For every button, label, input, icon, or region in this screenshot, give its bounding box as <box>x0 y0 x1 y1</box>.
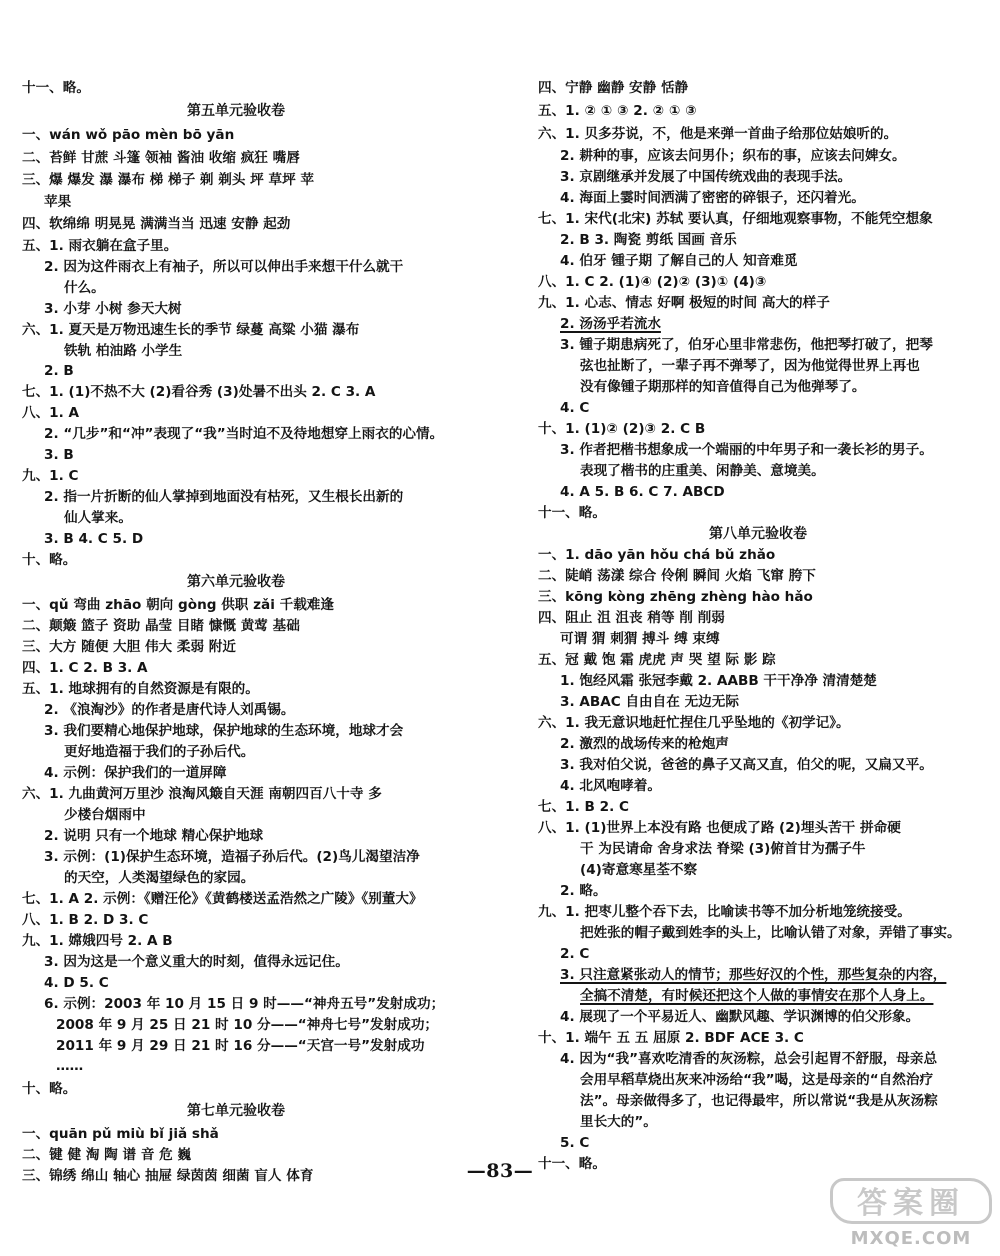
answer-line: 3. B 4. C 5. D <box>44 531 144 547</box>
answer-line: 十、略。 <box>22 1081 77 1097</box>
section-heading-unit-7: 第七单元验收卷 <box>187 1103 285 1119</box>
answer-line: 没有像锺子期那样的知音值得自己为他弹琴了。 <box>580 379 866 395</box>
answer-line: 把姓张的帽子戴到姓李的头上，比喻认错了对象，弄错了事实。 <box>580 925 961 941</box>
answer-line: 2. 激烈的战场传来的枪炮声 <box>560 736 729 752</box>
answer-line-underlined: 全搞不清楚，有时候还把这个人做的事情安在那个人身上。 <box>580 988 934 1004</box>
answer-line: 3. 京剧继承并发展了中国传统戏曲的表现手法。 <box>560 169 852 185</box>
answer-line: 六、1. 夏天是万物迅速生长的季节 绿蔓 高粱 小猫 瀑布 <box>22 322 360 338</box>
answer-line: 五、1. ② ① ③ 2. ② ① ③ <box>538 103 697 119</box>
answer-line: (4)寄意寒星荃不察 <box>580 862 698 878</box>
watermark <box>826 1178 996 1250</box>
answer-line: 2008 年 9 月 25 日 21 时 10 分——“神舟七号”发射成功； <box>56 1017 439 1033</box>
answer-line: 一、1. dāo yān hǒu chá bǔ zhǎo <box>538 547 776 563</box>
answer-line: 3. 锺子期患病死了，伯牙心里非常悲伤，他把琴打破了，把琴 <box>560 337 933 353</box>
answer-line: 十一、略。 <box>22 80 90 96</box>
answer-line: 3. 我们要精心地保护地球，保护地球的生态环境，地球才会 <box>44 723 404 739</box>
answer-line: 2. B <box>44 363 74 379</box>
answer-line: 5. C <box>560 1135 590 1151</box>
answer-line: 3. 示例：(1)保护生态环境，造福子孙后代。(2)鸟儿渴望洁净 <box>44 849 420 865</box>
answer-line: 八、1. (1)世界上本没有路 也便成了路 (2)埋头苦干 拼命硬 <box>538 820 901 836</box>
answer-line: 3. 因为这是一个意义重大的时刻，值得永远记住。 <box>44 954 349 970</box>
answer-line: 3. ABAC 自由自在 无边无际 <box>560 694 739 710</box>
answer-line: 二、键 健 淘 陶 谱 音 危 巍 <box>22 1147 192 1163</box>
page-number: —83— <box>466 1160 534 1182</box>
answer-line: 四、软绵绵 明晃晃 满满当当 迅速 安静 起劲 <box>22 216 291 232</box>
answer-line: 4. 海面上霎时间洒满了密密的碎银子，还闪着光。 <box>560 190 865 206</box>
answer-line: 2. 说明 只有一个地球 精心保护地球 <box>44 828 264 844</box>
answer-line: 七、1. (1)不热不大 (2)看谷秀 (3)处暑不出头 2. C 3. A <box>22 384 376 400</box>
answer-line: 四、阻止 沮 沮丧 稍等 削 削弱 <box>538 610 725 626</box>
answer-line: 二、颠簸 篮子 资助 晶莹 目睹 慷慨 黄莺 基础 <box>22 618 300 634</box>
answer-line: 4. 示例：保护我们的一道屏障 <box>44 765 227 781</box>
answer-line: 3. 作者把楷书想象成一个端丽的中年男子和一袭长衫的男子。 <box>560 442 933 458</box>
answer-line: 2. 指一片折断的仙人掌掉到地面没有枯死，又生根长出新的 <box>44 489 404 505</box>
answer-line: 四、宁静 幽静 安静 恬静 <box>538 80 689 96</box>
answer-line: 三、爆 爆发 瀑 瀑布 梯 梯子 剃 剃头 坪 草坪 苹 <box>22 172 315 188</box>
answer-line: 二、苔鲜 甘蔗 斗篷 领袖 酱油 收缩 疯狂 嘴唇 <box>22 150 300 166</box>
answer-line: 四、1. C 2. B 3. A <box>22 660 148 676</box>
answer-line: 2. C <box>560 946 590 962</box>
answer-line: 六、1. 贝多芬说，不，他是来弹一首曲子给那位姑娘听的。 <box>538 126 898 142</box>
answer-line: 2. B 3. 陶瓷 剪纸 国画 音乐 <box>560 232 737 248</box>
answer-line: 里长大的”。 <box>580 1114 657 1130</box>
answer-line: 五、1. 地球拥有的自然资源是有限的。 <box>22 681 259 697</box>
answer-line: 干 为民请命 舍身求法 脊梁 (3)俯首甘为孺子牛 <box>580 841 866 857</box>
answer-line: 九、1. C <box>22 468 79 484</box>
answer-line: 三、大方 随便 大胆 伟大 柔弱 附近 <box>22 639 236 655</box>
answer-line: 六、1. 九曲黄河万里沙 浪淘风簸自天涯 南朝四百八十寺 多 <box>22 786 382 802</box>
answer-line: 4. 北风咆哮着。 <box>560 778 661 794</box>
answer-line: 少楼台烟雨中 <box>64 807 146 823</box>
answer-line: 七、1. B 2. C <box>538 799 629 815</box>
answer-line: …… <box>56 1058 84 1074</box>
answer-line: 九、1. 心志、情志 好啊 极短的时间 高大的样子 <box>538 295 830 311</box>
answer-line: 4. 因为“我”喜欢吃清香的灰汤粽，总会引起胃不舒服，母亲总 <box>560 1051 938 1067</box>
answer-line: 七、1. A 2. 示例：《赠汪伦》《黄鹤楼送孟浩然之广陵》《别董大》 <box>22 891 423 907</box>
answer-line: 4. D 5. C <box>44 975 109 991</box>
answer-line: 1. 饱经风霜 张冠李戴 2. AABB 干干净净 清清楚楚 <box>560 673 877 689</box>
answer-line-underlined: 3. 只注意紧张动人的情节；那些好汉的个性，那些复杂的内容， <box>560 967 947 983</box>
answer-line: 2. 《浪淘沙》的作者是唐代诗人刘禹锡。 <box>44 702 295 718</box>
answer-line: 的天空，人类渴望绿色的家园。 <box>64 870 255 886</box>
answer-line: 法”。母亲做得多了，也记得最牢，所以常说“我是从灰汤粽 <box>580 1093 938 1109</box>
answer-line: 八、1. B 2. D 3. C <box>22 912 149 928</box>
answer-line: 七、1. 宋代(北宋) 苏轼 要认真，仔细地观察事物，不能凭空想象 <box>538 211 933 227</box>
section-heading-unit-8: 第八单元验收卷 <box>709 526 807 542</box>
answer-line: 九、1. 把枣儿整个吞下去，比喻读书等不加分析地笼统接受。 <box>538 904 911 920</box>
answer-line: 4. 伯牙 锺子期 了解自己的人 知音难觅 <box>560 253 798 269</box>
answer-line: 铁轨 柏油路 小学生 <box>64 343 183 359</box>
answer-line: 表现了楷书的庄重美、闲静美、意境美。 <box>580 463 825 479</box>
answer-line: 2. 略。 <box>560 883 607 899</box>
answer-line: 三、kōng kòng zhēng zhèng hào hǎo <box>538 589 813 605</box>
answer-line: 十、略。 <box>22 552 77 568</box>
answer-line: 4. A 5. B 6. C 7. ABCD <box>560 484 725 500</box>
watermark-url: MXQE.COM <box>850 1228 972 1249</box>
answer-line: 六、1. 我无意识地赶忙捏住几乎坠地的《初学记》。 <box>538 715 850 731</box>
answer-line: 苹果 <box>44 194 72 210</box>
answer-line: 4. 展现了一个平易近人、幽默风趣、学识渊博的伯父形象。 <box>560 1009 920 1025</box>
answer-line: 一、wán wǒ pāo mèn bō yān <box>22 127 235 143</box>
answer-line: 仙人掌来。 <box>64 510 132 526</box>
section-heading-unit-6: 第六单元验收卷 <box>187 574 285 590</box>
answer-line: 三、锦绣 绵山 轴心 抽屉 绿茵茵 细菌 盲人 体育 <box>22 1168 314 1184</box>
answer-line: 3. 小芽 小树 参天大树 <box>44 301 182 317</box>
watermark-logo: 答案圈 <box>830 1178 992 1224</box>
answer-line: 弦也扯断了，一辈子再不弹琴了，因为他觉得世界上再也 <box>580 358 920 374</box>
answer-line: 2. “几步”和“冲”表现了“我”当时迫不及待地想穿上雨衣的心情。 <box>44 426 444 442</box>
answer-line-underlined: 2. 汤汤乎若流水 <box>560 316 661 332</box>
answer-line: 二、陡峭 荡漾 综合 伶俐 瞬间 火焰 飞窜 胯下 <box>538 568 816 584</box>
answer-line: 可谓 猬 刺猬 搏斗 缚 束缚 <box>560 631 720 647</box>
answer-line: 十、1. 端午 五 五 屈原 2. BDF ACE 3. C <box>538 1030 804 1046</box>
answer-line: 八、1. A <box>22 405 80 421</box>
answer-line: 4. C <box>560 400 590 416</box>
answer-line: 3. B <box>44 447 74 463</box>
answer-line: 九、1. 嫦娥四号 2. A B <box>22 933 173 949</box>
answer-line: 十一、略。 <box>538 505 606 521</box>
answer-line: 一、quān pǔ miù bǐ jiǎ shǎ <box>22 1126 219 1142</box>
answer-line: 更好地造福于我们的子孙后代。 <box>64 744 255 760</box>
answer-line: 3. 我对伯父说，爸爸的鼻子又高又直，伯父的呢，又扁又平。 <box>560 757 933 773</box>
answer-line: 2. 耕种的事，应该去问男仆；织布的事，应该去问婢女。 <box>560 148 906 164</box>
answer-line: 五、冠 戴 饱 霜 虎虎 声 哭 望 际 影 踪 <box>538 652 776 668</box>
answer-line: 八、1. C 2. (1)④ (2)② (3)① (4)③ <box>538 274 767 290</box>
answer-line: 十、1. (1)② (2)③ 2. C B <box>538 421 706 437</box>
answer-line: 五、1. 雨衣躺在盒子里。 <box>22 238 178 254</box>
answer-line: 一、qǔ 弯曲 zhāo 朝向 gòng 供职 zǎi 千载难逢 <box>22 597 334 613</box>
answer-line: 什么。 <box>64 280 105 296</box>
answer-line: 会用早稻草烧出灰来冲汤给“我”喝，这是母亲的“自然治疗 <box>580 1072 934 1088</box>
answer-line: 2. 因为这件雨衣上有袖子，所以可以伸出手来想干什么就干 <box>44 259 404 275</box>
answer-line: 2011 年 9 月 29 日 21 时 16 分——“天宫一号”发射成功 <box>56 1038 425 1054</box>
answer-line: 十一、略。 <box>538 1156 606 1172</box>
answer-line: 6. 示例：2003 年 10 月 15 日 9 时——“神舟五号”发射成功； <box>44 996 445 1012</box>
section-heading-unit-5: 第五单元验收卷 <box>187 103 285 119</box>
